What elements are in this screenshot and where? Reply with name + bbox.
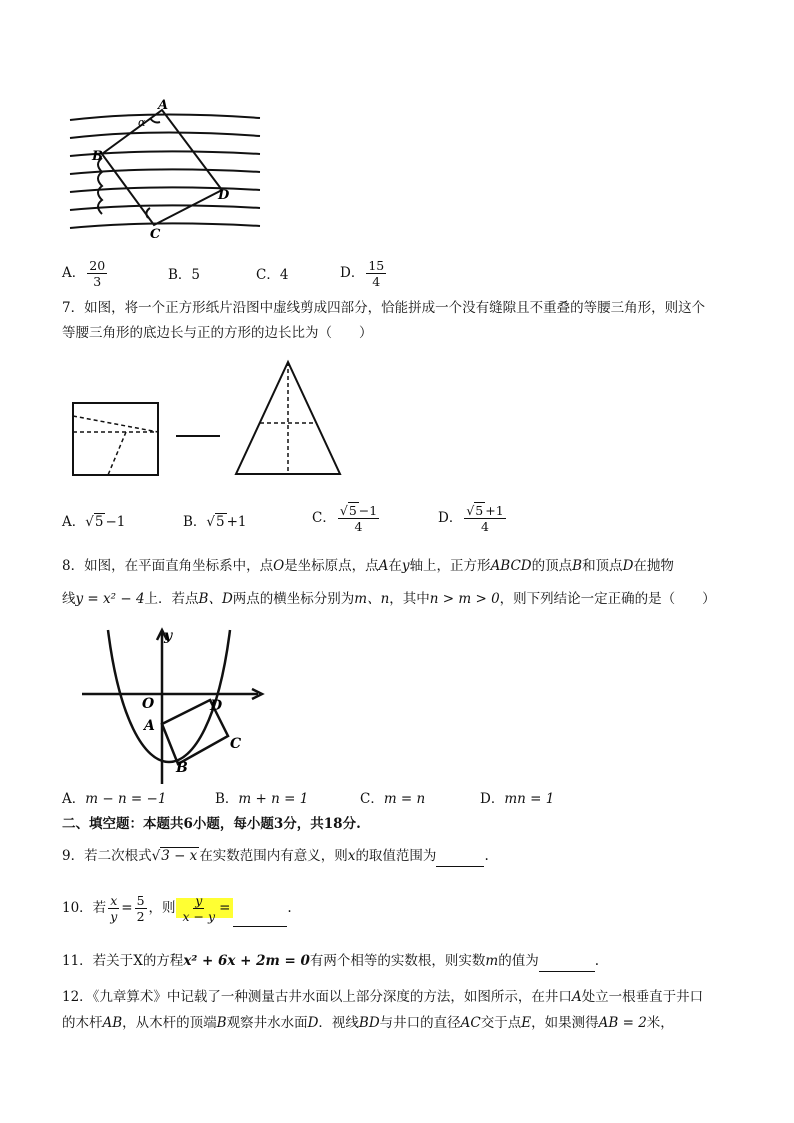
label-d: D — [210, 698, 223, 714]
q7-figure — [70, 358, 350, 480]
q9-text: 9．若二次根式√3 − x 在实数范围内有意义，则x的取值范围为 . — [62, 846, 489, 867]
label-b: B — [176, 760, 188, 776]
label-a: A — [158, 98, 169, 113]
answer-blank[interactable] — [539, 951, 595, 972]
square — [73, 403, 158, 475]
q8-figure — [80, 626, 270, 786]
parallel-line — [70, 132, 260, 138]
q6-option-c[interactable]: C．4 — [256, 267, 289, 283]
label-b: B — [92, 149, 103, 164]
q7-text-line2: 等腰三角形的底边长与正的方形的边长比为（ ） — [62, 325, 373, 341]
q6-option-a[interactable]: A． $\frac{20}{3}$ — [62, 258, 106, 289]
label-c: C — [230, 736, 242, 752]
q8-text-line1: 8．如图，在平面直角坐标系中，点O是坐标原点，点A在y轴上，正方形ABCD的顶点B和顶点D在抛物 — [62, 558, 674, 574]
answer-blank[interactable] — [233, 890, 287, 927]
q8-option-a[interactable]: A．m − n = −1 — [62, 791, 167, 807]
label-a: A — [144, 718, 155, 734]
label-alpha: α — [138, 116, 146, 129]
q8-option-c[interactable]: C．m = n — [360, 791, 426, 807]
q8-text-line2: 线y = x² − 4上．若点B、D两点的横坐标分别为m、n，其中n > m > 0，则下列结论一定正确的是（ ） — [62, 591, 716, 607]
q8-option-b[interactable]: B．m + n = 1 — [215, 791, 309, 807]
section-heading: 二、填空题：本题共6小题，每小题3分，共18分. — [62, 816, 361, 832]
brace-left — [98, 158, 102, 214]
label-o: O — [142, 696, 155, 712]
q10-text: 10．若 $\frac{x}{y}$ = $\frac{5}{2}$ ，则 $\frac{y}{x - y}$ = . — [62, 890, 292, 927]
parallel-line — [70, 223, 260, 228]
label-d: D — [218, 188, 230, 203]
angle-arc-c — [146, 208, 150, 218]
angle-arc-a — [150, 118, 160, 123]
label-c: C — [150, 227, 161, 242]
q6-option-b[interactable]: B．5 — [168, 267, 201, 283]
q6-option-d[interactable]: D． $\frac{15}{4}$ — [340, 258, 385, 289]
square-abcd — [102, 110, 222, 225]
q7-option-a[interactable]: A．√5 −1 — [62, 514, 126, 530]
parallel-line — [70, 169, 260, 174]
q12-text-line2: 的木杆AB，从木杆的顶端B观察井水水面D．视线BD与井口的直径AC交于点E，如果测得AB = 2米， — [62, 1015, 674, 1031]
q11-text: 11．若关于X的方程x² + 6x + 2m = 0有两个相等的实数根，则实数m的值为 . — [62, 951, 599, 972]
label-y: y — [164, 628, 173, 644]
q8-option-d[interactable]: D．mn = 1 — [480, 791, 555, 807]
answer-blank[interactable] — [436, 846, 484, 867]
highlighted-expression: $\frac{y}{x - y}$ = — [176, 898, 234, 918]
q7-option-b[interactable]: B．√5 +1 — [183, 514, 247, 530]
q7-option-c[interactable]: C． $\frac{√5 -1}{4}$ — [312, 503, 378, 534]
q7-option-d[interactable]: D． $\frac{√5 +1}{4}$ — [438, 503, 504, 534]
q6-figure — [62, 98, 272, 243]
q7-text-line1: 7．如图，将一个正方形纸片沿图中虚线剪成四部分，恰能拼成一个没有缝隙且不重叠的等腰三角形，则这个 — [62, 300, 706, 316]
q12-text-line1: 12．《九章算术》中记载了一种测量古井水面以上部分深度的方法，如图所示，在井口A处立一根垂直于井口 — [62, 989, 704, 1005]
